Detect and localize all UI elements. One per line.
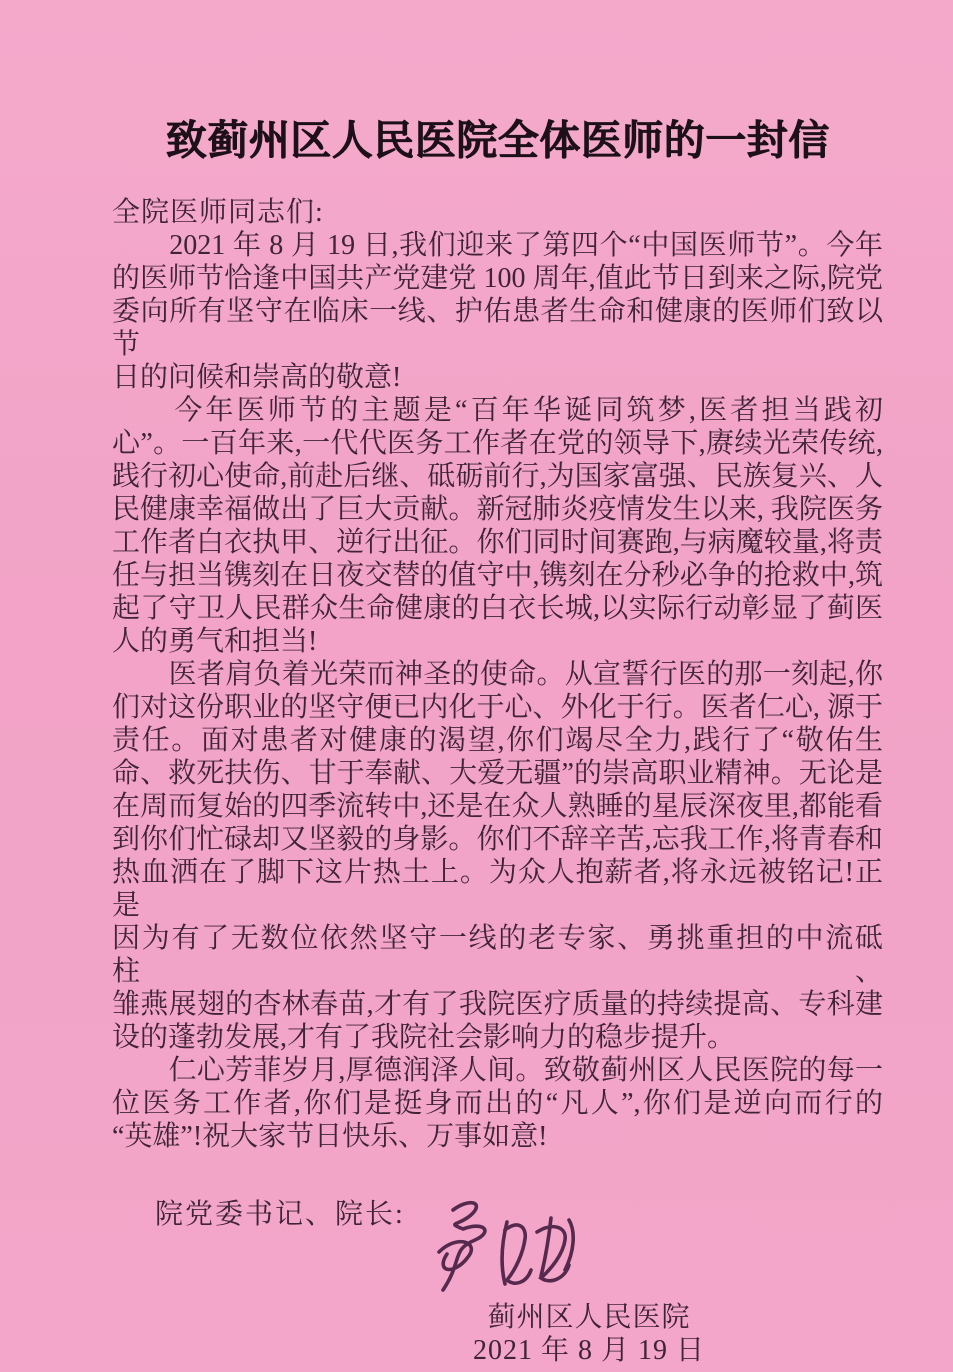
letter-line: 在周而复始的四季流转中,还是在众人熟睡的星辰深夜里,都能看 [112, 791, 883, 822]
footer-date: 2021 年 8 月 19 日 [472, 1335, 705, 1366]
footer-organization: 蓟州区人民医院 [487, 1302, 691, 1333]
letter-body [112, 196, 883, 1153]
letter-title: 致蓟州区人民医院全体医师的一封信 [165, 117, 830, 163]
letter-footer [424, 1301, 754, 1367]
signoff-row [112, 1198, 883, 1303]
letter-paragraphs [112, 229, 883, 1153]
letter-line: 2021 年 8 月 19 日,我们迎来了第四个“中国医师节”。今年 [112, 230, 883, 261]
letter-line: 仁心芳菲岁月,厚德润泽人间。致敬蓟州区人民医院的每一 [112, 1055, 883, 1086]
signoff-label: 院党委书记、院长: [155, 1199, 405, 1230]
letter-line: 人的勇气和担当! [112, 626, 318, 657]
letter-line: 日的问候和崇高的敬意! [112, 362, 402, 393]
letter-line: 们对这份职业的坚守便已内化于心、外化于行。医者仁心, 源于 [112, 692, 883, 723]
letter-line: 任与担当镌刻在日夜交替的值守中,镌刻在分秒必争的抢救中,筑 [112, 560, 883, 591]
letter-line: 今年医师节的主题是“百年华诞同筑梦,医者担当践初 [112, 395, 883, 426]
letter-line: 设的蓬勃发展,才有了我院社会影响力的稳步提升。 [112, 1022, 736, 1053]
letter-line: 工作者白衣执甲、逆行出征。你们同时间赛跑,与病魔较量,将责 [112, 527, 883, 558]
handwritten-signature-icon [423, 1190, 593, 1300]
letter-line: 民健康幸福做出了巨大贡献。新冠肺炎疫情发生以来, 我院医务 [112, 494, 883, 525]
letter-line: 到你们忙碌却又坚毅的身影。你们不辞辛苦,忘我工作,将青春和 [112, 824, 883, 855]
letter-line: 责任。面对患者对健康的渴望,你们竭尽全力,践行了“敬佑生 [112, 725, 883, 756]
letter-line: 雏燕展翅的杏林春苗,才有了我院医疗质量的持续提高、专科建 [112, 989, 883, 1020]
letter-line: 践行初心使命,前赴后继、砥砺前行,为国家富强、民族复兴、人 [112, 461, 883, 492]
salutation: 全院医师同志们: [112, 197, 324, 228]
letter-line: 起了守卫人民群众生命健康的白衣长城,以实际行动彰显了蓟医 [112, 593, 883, 624]
letter-line: 委向所有坚守在临床一线、护佑患者生命和健康的医师们致以节 [112, 296, 883, 360]
letter-line: 的医师节恰逢中国共产党建党 100 周年,值此节日到来之际,院党 [112, 263, 883, 294]
letter-line: 命、救死扶伤、甘于奉献、大爱无疆”的崇高职业精神。无论是 [112, 758, 883, 789]
letter-line: 心”。一百年来,一代代医务工作者在党的领导下,赓续光荣传统, [112, 428, 883, 459]
letter-line: “英雄”!祝大家节日快乐、万事如意! [112, 1121, 548, 1152]
letter-line: 热血洒在了脚下这片热土上。为众人抱薪者,将永远被铭记!正是 [112, 857, 883, 921]
letter-line: 医者肩负着光荣而神圣的使命。从宣誓行医的那一刻起,你 [112, 659, 883, 690]
letter-line: 位医务工作者,你们是挺身而出的“凡人”,你们是逆向而行的 [112, 1088, 883, 1119]
letter-line: 因为有了无数位依然坚守一线的老专家、勇挑重担的中流砥柱、 [112, 923, 883, 987]
